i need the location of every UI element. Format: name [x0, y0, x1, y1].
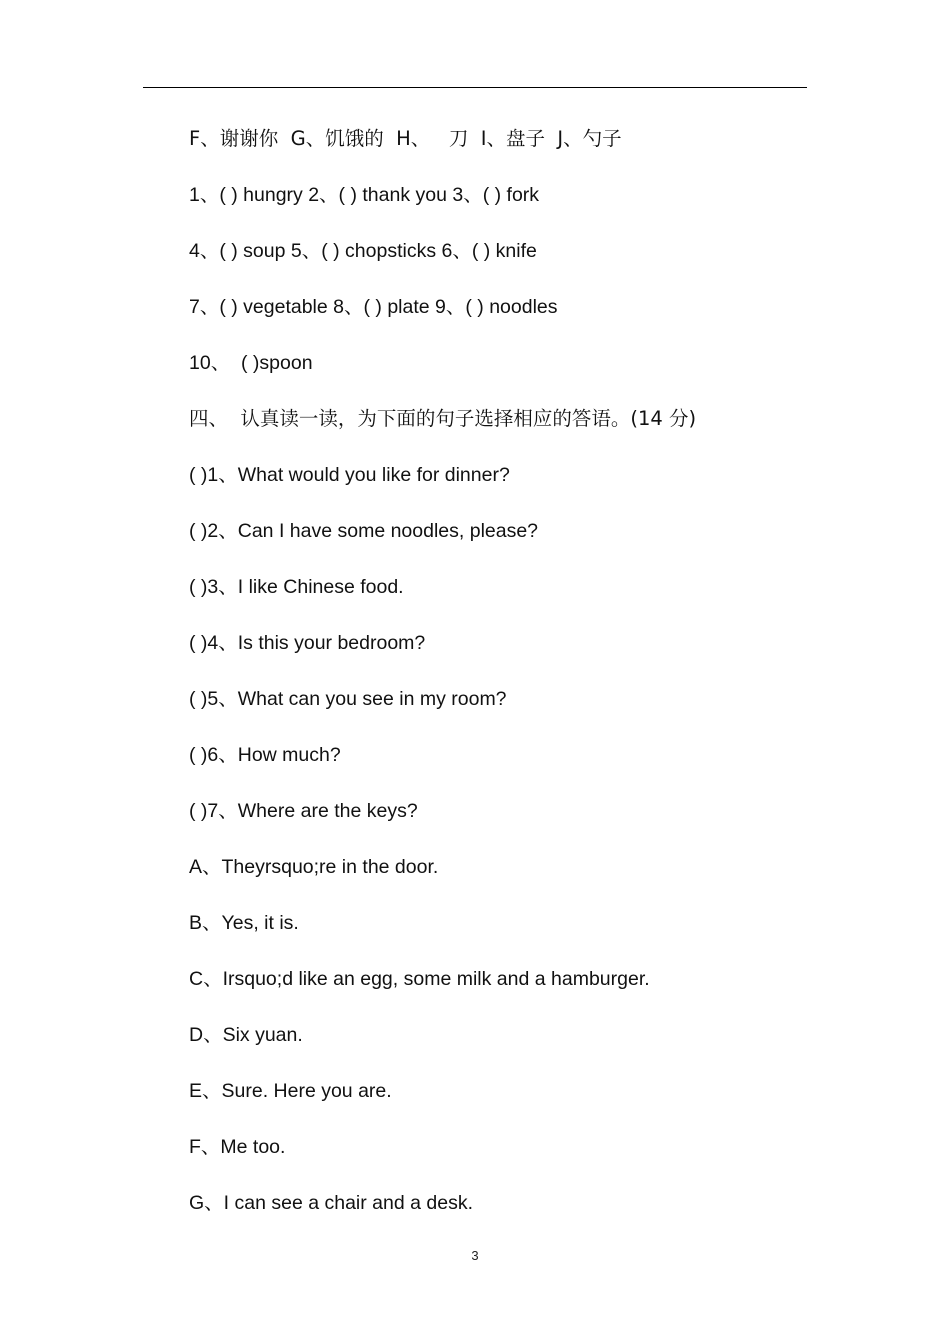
page-number: 3 [471, 1248, 479, 1263]
answer-option-line: F、Me too. [189, 1136, 286, 1158]
question-line: ( )2、Can I have some noodles, please? [189, 520, 539, 542]
header-rule [143, 87, 807, 88]
question-line: ( )7、Where are the keys? [189, 800, 418, 822]
answer-option-line: G、I can see a chair and a desk. [189, 1192, 473, 1214]
answer-option-line: B、Yes, it is. [189, 912, 299, 934]
answer-option-line: A、Theyrsquo;re in the door. [189, 856, 439, 878]
question-line: ( )1、What would you like for dinner? [189, 464, 510, 486]
answer-option-line: E、Sure. Here you are. [189, 1080, 392, 1102]
question-line: ( )3、I like Chinese food. [189, 576, 404, 598]
document-body [189, 124, 809, 1244]
question-line: ( )6、How much? [189, 744, 341, 766]
matching-item-line: 10、 ( )spoon [189, 352, 313, 374]
matching-item-line: 4、( ) soup 5、( ) chopsticks 6、( ) knife [189, 240, 537, 262]
question-line: ( )5、What can you see in my room? [189, 688, 507, 710]
question-line: ( )4、Is this your bedroom? [189, 632, 426, 654]
answer-option-line: C、Irsquo;d like an egg, some milk and a hamburger. [189, 968, 650, 990]
vocab-options-line: F、谢谢你 G、饥饿的 H、 刀 I、盘子 J、勺子 [189, 127, 622, 150]
answer-option-line: D、Six yuan. [189, 1024, 303, 1046]
matching-item-line: 7、( ) vegetable 8、( ) plate 9、( ) noodles [189, 296, 558, 318]
section-heading: 四、 认真读一读，为下面的句子选择相应的答语。(14 分) [189, 407, 697, 430]
matching-item-line: 1、( ) hungry 2、( ) thank you 3、( ) fork [189, 184, 540, 206]
